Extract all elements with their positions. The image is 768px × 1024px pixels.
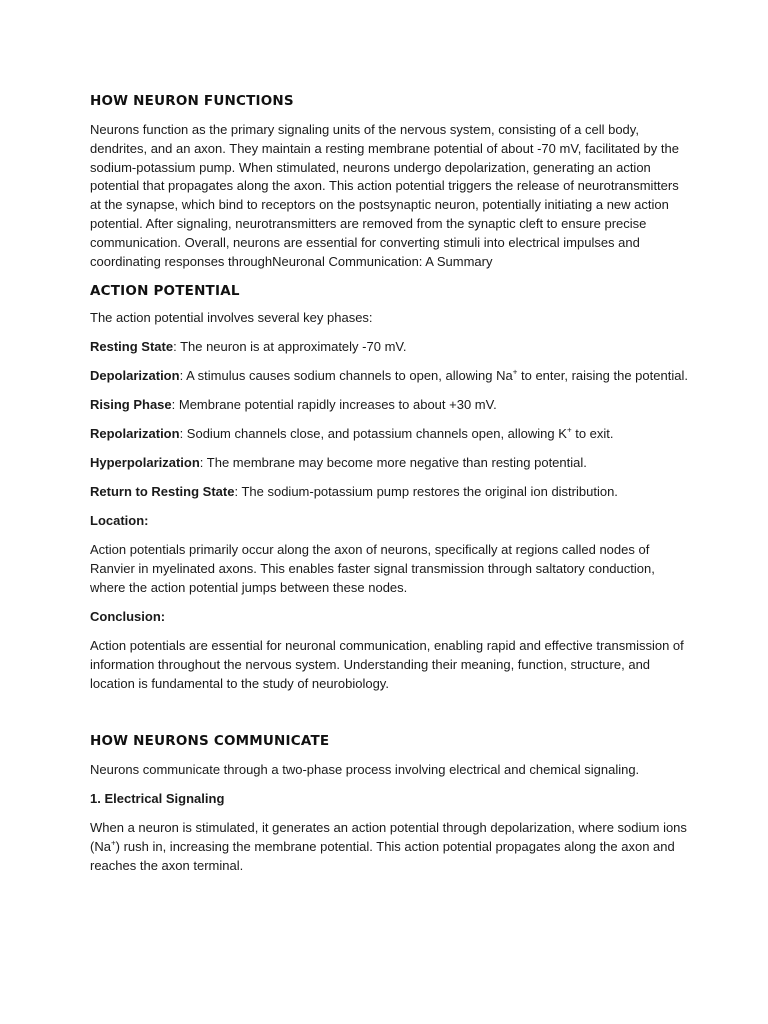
section-heading-neuron-functions: HOW NEURON FUNCTIONS [90,93,294,109]
phase-resting-state [90,338,690,357]
electrical-signaling-text-end: ) rush in, increasing the membrane potential. This action potential propagates along the axon and reaches the axon terminal. [90,838,675,873]
conclusion-label: Conclusion: [90,609,166,624]
conclusion-paragraph: Action potentials are essential for neuronal communication, enabling rapid and effective transmission of information throughout the nervous system. Understanding their meaning, function, structure, and location is fundamental to the study of neurobiology. [90,638,684,691]
superscript-plus: + [512,367,518,377]
phase-rising [90,396,690,415]
phase-hyperpolarization [90,454,690,473]
phase-term: Return to Resting State [90,484,235,499]
phase-description: : Membrane potential rapidly increases to about +30 mV. [171,397,497,412]
superscript-plus: + [110,838,116,848]
electrical-signaling-subheading: 1. Electrical Signaling [90,791,225,806]
phase-term: Resting State [90,339,174,354]
section-heading-neurons-communicate: HOW NEURONS COMMUNICATE [90,733,330,749]
location-paragraph: Action potentials primarily occur along the axon of neurons, specifically at regions called nodes of Ranvier in myelinated axons. This enables faster signal transmission through saltatory conduction, where the action potential jumps between these nodes. [90,542,655,595]
phase-depolarization [90,367,690,386]
phase-repolarization [90,425,690,444]
action-potential-intro: The action potential involves several key phases: [90,310,373,325]
phase-term: Hyperpolarization [90,455,200,470]
phase-return-to-resting [90,483,690,502]
phase-description: : A stimulus causes sodium channels to open, allowing Na [179,368,513,383]
neurons-communicate-intro: Neurons communicate through a two-phase process involving electrical and chemical signaling. [90,762,640,777]
section-heading-action-potential: ACTION POTENTIAL [90,283,240,299]
phase-description: : The membrane may become more negative than resting potential. [199,455,587,470]
phase-description: : The sodium-potassium pump restores the original ion distribution. [234,484,618,499]
phase-description-end: to exit. [571,426,614,441]
phase-term: Repolarization [90,426,180,441]
phase-description: : Sodium channels close, and potassium channels open, allowing K [179,426,567,441]
electrical-signaling-text: When a neuron is stimulated, it generates an action potential through depolarization, where sodium ions (Na [90,820,687,854]
phase-term: Rising Phase [90,397,172,412]
phase-description: : The neuron is at approximately -70 mV. [173,339,407,354]
electrical-signaling-paragraph [90,819,690,875]
location-label: Location: [90,513,149,528]
phase-description-end: to enter, raising the potential. [517,368,688,383]
superscript-plus: + [566,425,572,435]
phase-term: Depolarization [90,368,180,383]
neuron-functions-paragraph: Neurons function as the primary signaling units of the nervous system, consisting of a cell body, dendrites, and an axon. They maintain a resting membrane potential of about -70 mV, facilitated by the sodium-potassium pump. When stimulated, neurons undergo depolarization, generating an action potential that propagates along the axon. This action potential triggers the release of neurotransmitters at the synapse, which bind to receptors on the postsynaptic neuron, potentially initiating a new action potential. After signaling, neurotransmitters are removed from the synaptic cleft to ensure precise communication. Overall, neurons are essential for converting stimuli into electrical impulses and coordinating responses throughNeuronal Communication: A Summary [90,122,679,269]
